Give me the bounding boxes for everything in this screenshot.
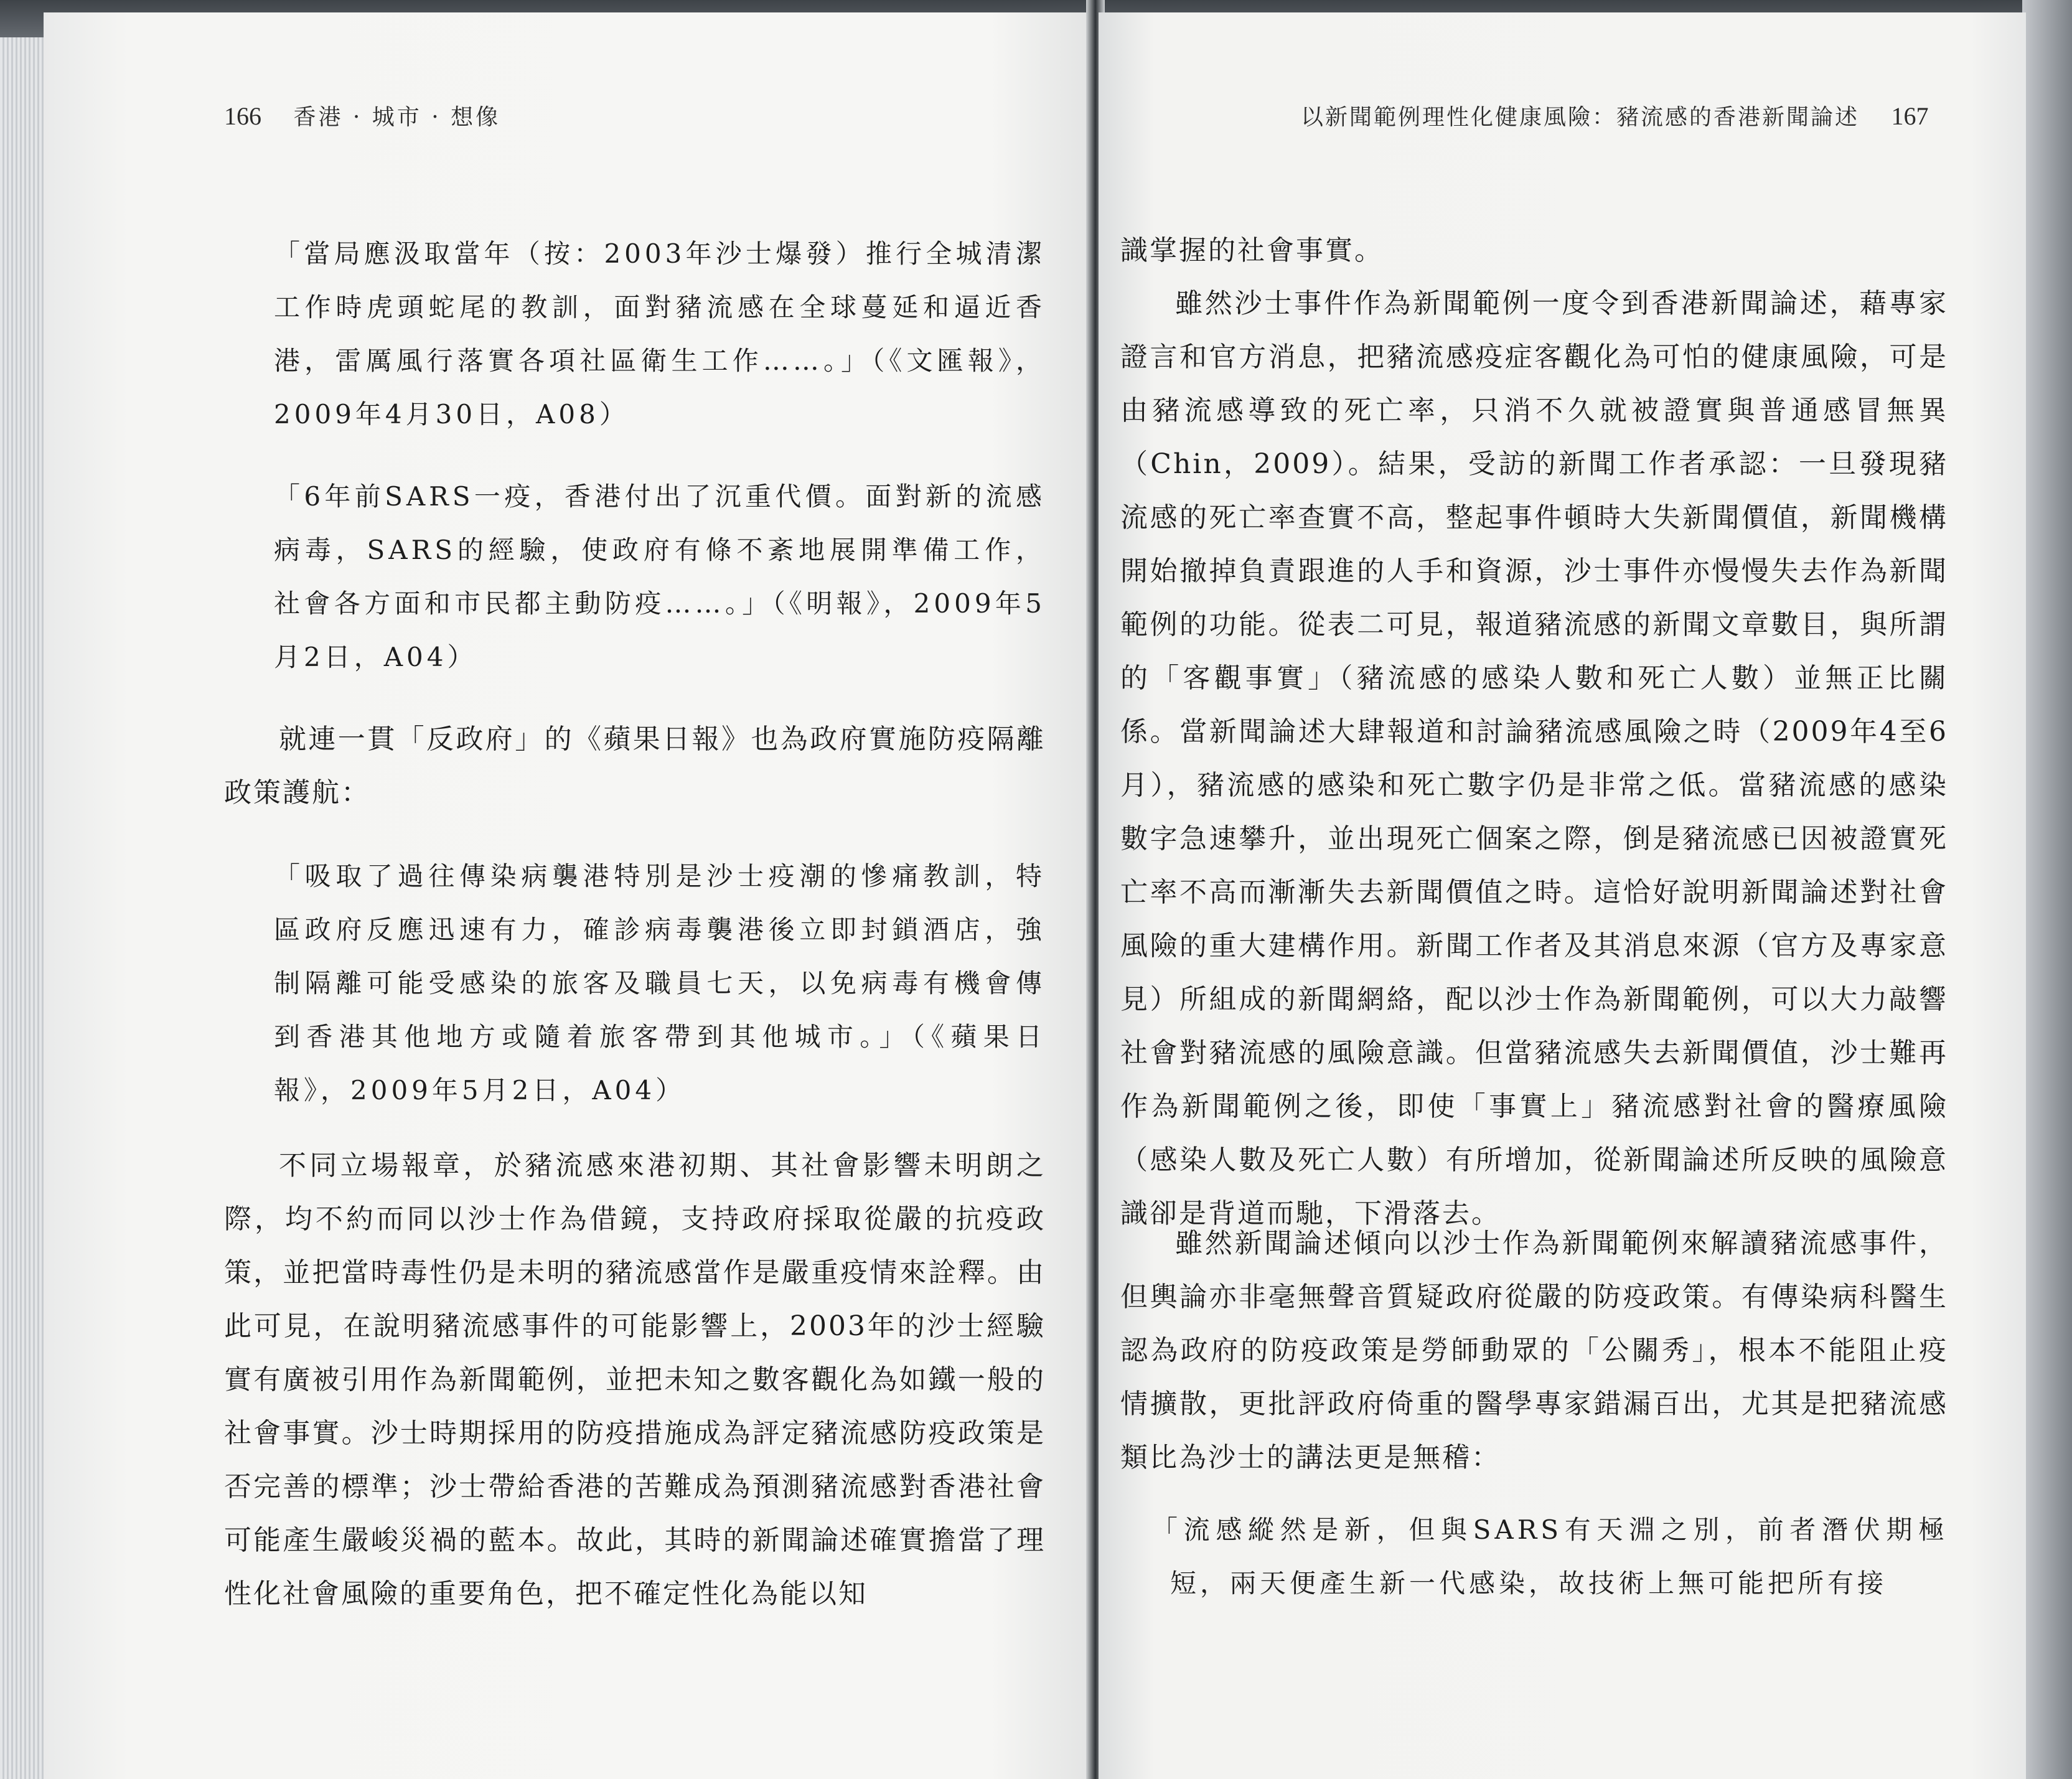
quote-sars-comparison: 「流感縱然是新，但與SARS有天淵之別，前者潛伏期極短，兩天便產生新一代感染，故技術上無可能把所有接 <box>1151 1514 1948 1598</box>
left-page <box>44 12 1095 1779</box>
right-page <box>1099 12 2026 1779</box>
book-page-edges-right <box>2022 0 2072 1779</box>
left-running-head: 香港 · 城市 · 想像 <box>293 105 501 130</box>
continuation-line: 識掌握的社會事實。 <box>1120 235 1384 266</box>
quote-wenweipo: 「當局應汲取當年（按：2003年沙士爆發）推行全城清潔工作時虎頭蛇尾的教訓，面對豬流感在全球蔓延和逼近香港，雷厲風行落實各項社區衛生工作……。」（《文匯報》，2009年4月30日，A08） <box>274 238 1046 429</box>
quote-apple-daily: 「吸取了過往傳染病襲港特別是沙士疫潮的慘痛教訓，特區政府反應迅速有力，確診病毒襲港後立即封鎖酒店，強制隔離可能受感染的旅客及職員七天，以免病毒有機會傳到香港其他地方或隨着旅客帶到其他城市。」（《蘋果日報》，2009年5月2日，A04） <box>274 861 1046 1105</box>
intro-apple-daily: 就連一貫「反政府」的《蘋果日報》也為政府實施防疫隔離政策護航： <box>224 723 1046 809</box>
left-page-number: 166 <box>224 102 261 130</box>
body-paragraph-decline: 雖然沙士事件作為新聞範例一度令到香港新聞論述，藉專家證言和官方消息，把豬流感疫症客觀化為可怕的健康風險，可是由豬流感導致的死亡率，只消不久就被證實與普通感冒無異（Chin，2009）。結果，受訪的新聞工作者承認：一旦發現豬流感的死亡率查實不高，整起事件頓時大失新聞價值，新聞機構開始撤掉負責跟進的人手和資源，沙士事件亦慢慢失去作為新聞範例的功能。從表二可見，報道豬流感的新聞文章數目，與所謂的「客觀事實」（豬流感的感染人數和死亡人數）並無正比關係。當新聞論述大肆報道和討論豬流感風險之時（2009年4至6月），豬流感的感染和死亡數字仍是非常之低。當豬流感的感染數字急速攀升，並出現死亡個案之際，倒是豬流感已因被證實死亡率不高而漸漸失去新聞價值之時。這恰好說明新聞論述對社會風險的重大建構作用。新聞工作者及其消息來源（官方及專家意見）所組成的新聞網絡，配以沙士作為新聞範例，可以大力敲響社會對豬流感的風險意識。但當豬流感失去新聞價值，沙士難再作為新聞範例之後，即使「事實上」豬流感對社會的醫療風險（感染人數及死亡人數）有所增加，從新聞論述所反映的風險意識卻是背道而馳，下滑落去。 <box>1120 288 1948 1229</box>
right-page-header <box>1301 100 1928 131</box>
body-paragraph-analysis: 不同立場報章，於豬流感來港初期、其社會影響未明朗之際，均不約而同以沙士作為借鏡，支持政府採取從嚴的抗疫政策，並把當時毒性仍是未明的豬流感當作是嚴重疫情來詮釋。由此可見，在說明豬流感事件的可能影響上，2003年的沙士經驗實有廣被引用作為新聞範例，並把未知之數客觀化為如鐵一般的社會事實。沙士時期採用的防疫措施成為評定豬流感防疫政策是否完善的標準；沙士帶給香港的苦難成為預測豬流感對香港社會可能產生嚴峻災禍的藍本。故此，其時的新聞論述確實擔當了理性化社會風險的重要角色，把不確定性化為能以知 <box>224 1150 1046 1610</box>
right-page-number: 167 <box>1891 102 1929 130</box>
quote-mingpao: 「6年前SARS一疫，香港付出了沉重代價。面對新的流感病毒，SARS的經驗，使政府有條不紊地展開準備工作，社會各方面和市民都主動防疫……。」（《明報》，2009年5月2日，A04） <box>274 481 1046 672</box>
body-paragraph-criticism: 雖然新聞論述傾向以沙士作為新聞範例來解讀豬流感事件，但輿論亦非毫無聲音質疑政府從嚴的防疫政策。有傳染病科醫生認為政府的防疫政策是勞師動眾的「公關秀」，根本不能阻止疫情擴散，更批評政府倚重的醫學專家錯漏百出，尤其是把豬流感類比為沙士的講法更是無稽： <box>1120 1227 1948 1473</box>
left-page-header <box>224 100 500 131</box>
right-running-head: 以新聞範例理性化健康風險：豬流感的香港新聞論述 <box>1301 105 1860 130</box>
book-page-edges-left <box>0 37 44 1779</box>
